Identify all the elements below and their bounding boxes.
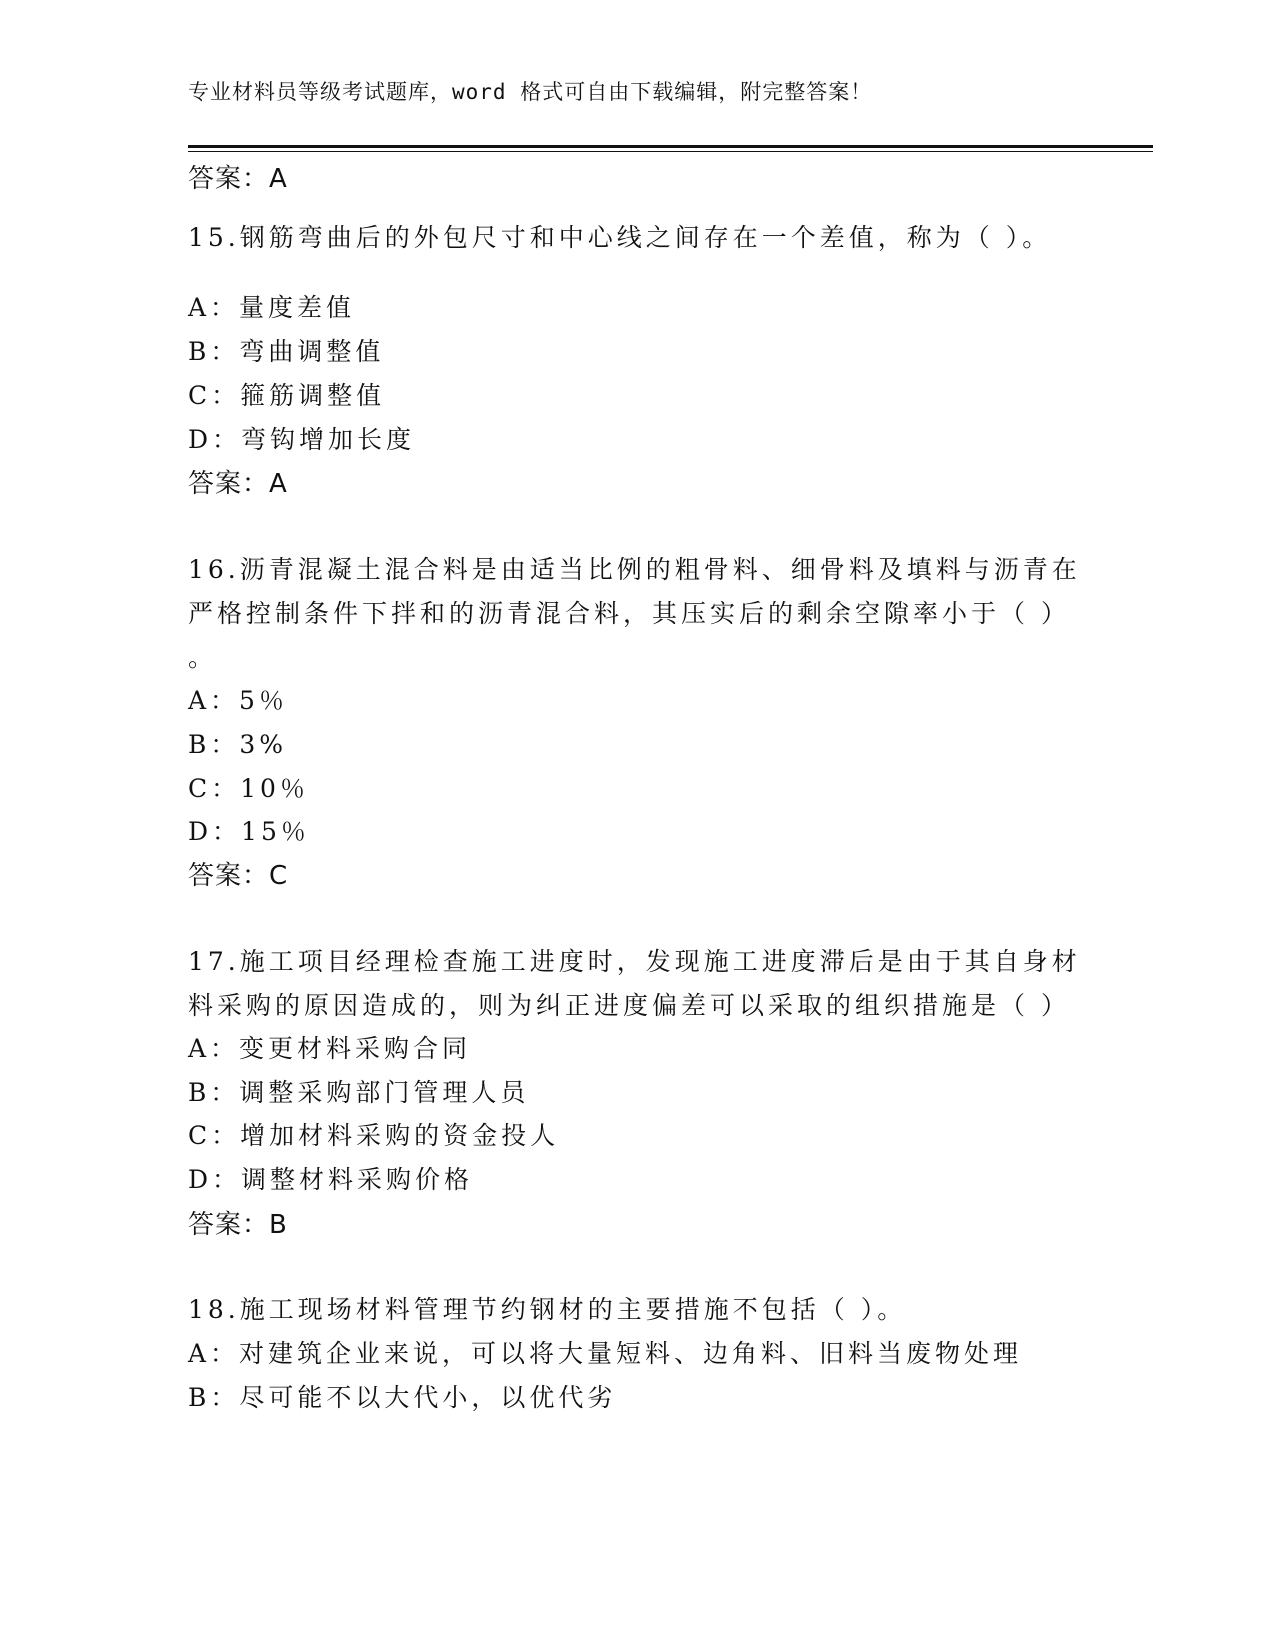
header-rule-thin — [188, 151, 1153, 152]
question-16-option-a: A：5％ — [188, 686, 288, 715]
header-rule-thick — [188, 145, 1153, 148]
question-18-option-a: A：对建筑企业来说，可以将大量短料、边角料、旧料当废物处理 — [188, 1339, 1023, 1368]
question-15-answer: 答案：A — [188, 469, 288, 499]
page-header: 专业材料员等级考试题库，word 格式可自由下载编辑，附完整答案！ — [188, 80, 873, 104]
question-15-option-d: D：弯钩增加长度 — [188, 425, 416, 454]
question-17-option-d: D：调整材料采购价格 — [188, 1165, 474, 1194]
question-16-answer: 答案：C — [188, 861, 289, 891]
question-15-option-a: A：量度差值 — [188, 293, 356, 322]
question-16-option-c: C：10％ — [188, 774, 309, 803]
question-16-option-b: B：3% — [188, 730, 288, 759]
question-17-answer: 答案：B — [188, 1210, 288, 1240]
question-18-stem: 18.施工现场材料管理节约钢材的主要措施不包括（ ）。 — [188, 1295, 907, 1324]
question-18-option-b: B：尽可能不以大代小，以优代劣 — [188, 1383, 617, 1412]
question-17-option-b: B：调整采购部门管理人员 — [188, 1078, 530, 1107]
question-16-option-d: D：15％ — [188, 817, 310, 846]
question-17-option-a: A：变更材料采购合同 — [188, 1034, 472, 1063]
question-17-stem-line-2: 料采购的原因造成的，则为纠正进度偏差可以采取的组织措施是（ ） — [188, 991, 1070, 1020]
answer-14: 答案：A — [188, 164, 288, 194]
question-16-stem-line-2: 严格控制条件下拌和的沥青混合料，其压实后的剩余空隙率小于（ ） — [188, 599, 1070, 628]
question-15-stem: 15.钢筋弯曲后的外包尺寸和中心线之间存在一个差值，称为（ ）。 — [188, 223, 1052, 252]
question-17-option-c: C：增加材料采购的资金投人 — [188, 1121, 560, 1150]
question-15-option-c: C：箍筋调整值 — [188, 381, 386, 410]
question-16-stem-line-3: 。 — [188, 643, 218, 672]
question-16-stem-line-1: 16.沥青混凝土混合料是由适当比例的粗骨料、细骨料及填料与沥青在 — [188, 555, 1081, 584]
question-17-stem-line-1: 17.施工项目经理检查施工进度时，发现施工进度滞后是由于其自身材 — [188, 947, 1081, 976]
question-15-option-b: B：弯曲调整值 — [188, 337, 385, 366]
